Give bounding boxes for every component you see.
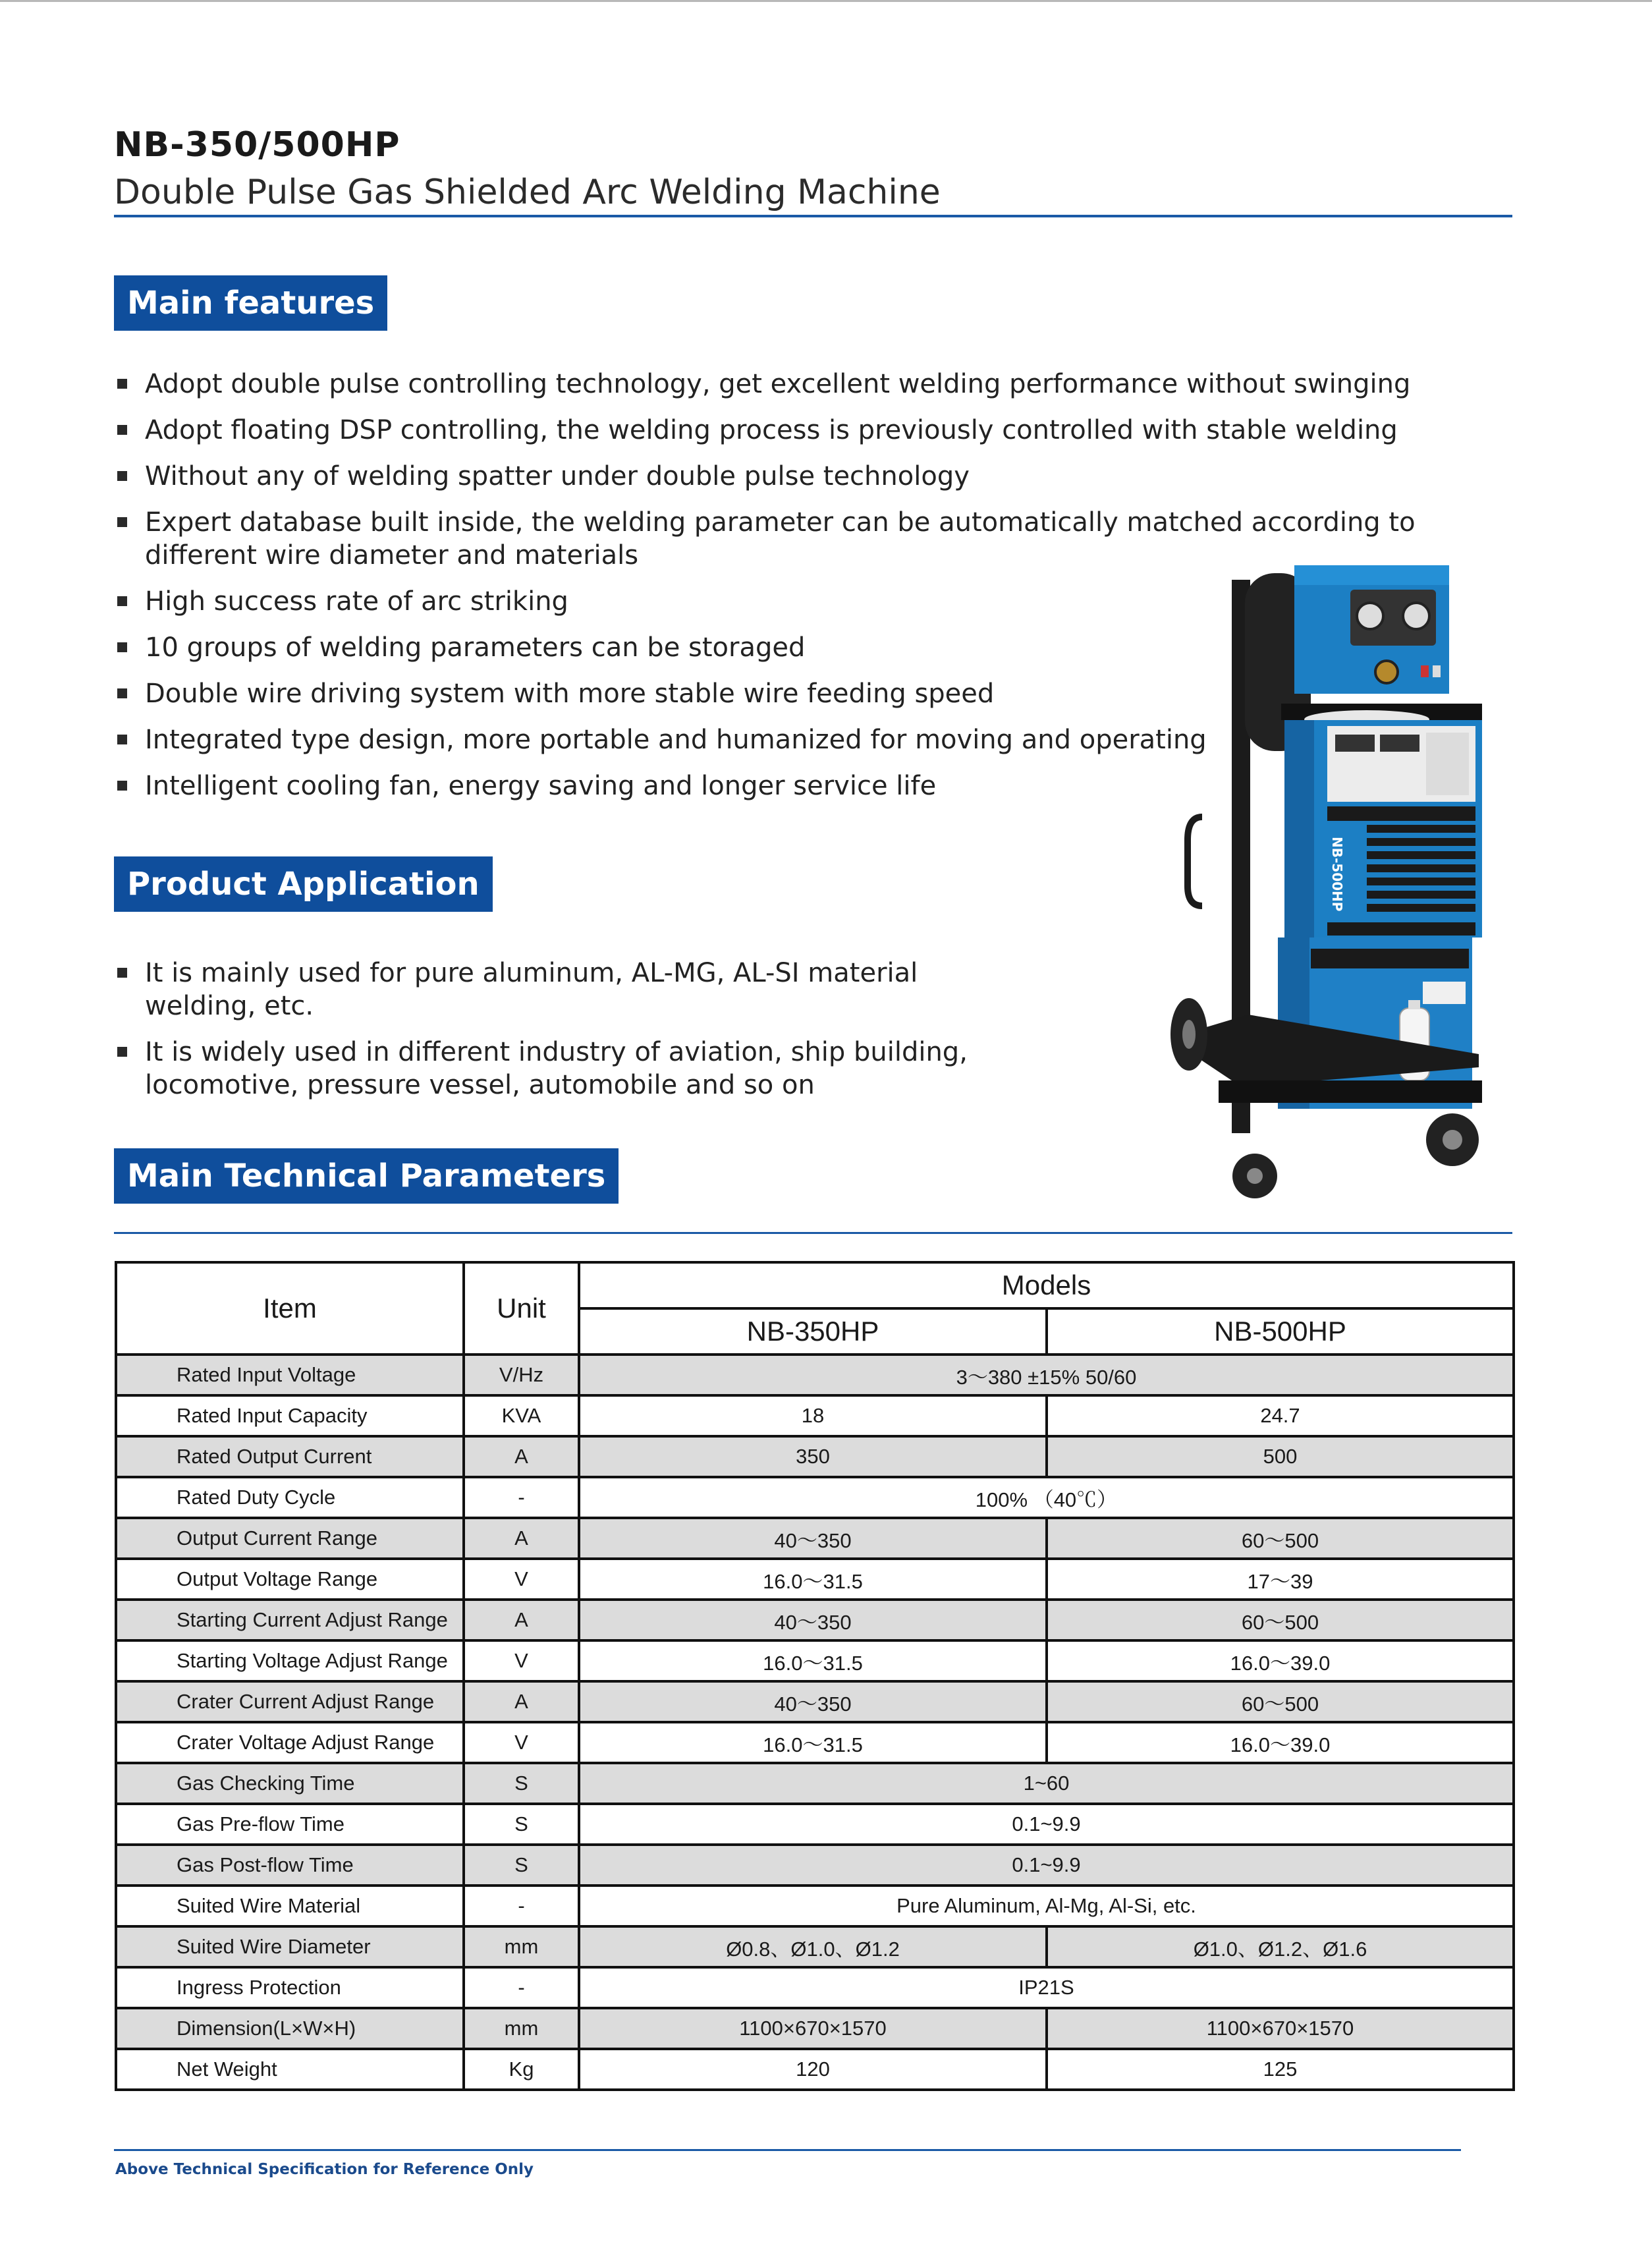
cell-unit: V (464, 1722, 579, 1763)
cell-item: Crater Current Adjust Range (116, 1681, 464, 1722)
cell-unit: V (464, 1559, 579, 1600)
bullet-text: It is widely used in different industry of aviation, ship building, locomotive, pressure vessel, automobile and so on (145, 1037, 968, 1100)
table-row (116, 1845, 1514, 1886)
cell-value-nb-500hp: 125 (1047, 2049, 1514, 2090)
welding-machine-image (1163, 560, 1489, 1212)
cell-item: Gas Checking Time (116, 1763, 464, 1804)
bullet-square-icon (117, 1047, 127, 1057)
bullet-item (114, 460, 1464, 493)
cell-item: Crater Voltage Adjust Range (116, 1722, 464, 1763)
cell-item: Suited Wire Material (116, 1886, 464, 1926)
cell-item: Starting Current Adjust Range (116, 1600, 464, 1640)
cell-unit: KVA (464, 1395, 579, 1436)
table-row (116, 1559, 1514, 1600)
bullet-text: Adopt floating DSP controlling, the welding process is previously controlled with stable welding (145, 415, 1398, 445)
cell-unit: A (464, 1600, 579, 1640)
cell-unit: mm (464, 2008, 579, 2049)
cell-item: Starting Voltage Adjust Range (116, 1640, 464, 1681)
cell-value-nb-350hp: 40～350 (579, 1600, 1047, 1640)
cell-unit: - (464, 1477, 579, 1518)
machine-panel-label: NB-500HP (1329, 837, 1345, 912)
technical-parameters-table (115, 1261, 1515, 2091)
cell-unit: A (464, 1518, 579, 1559)
cell-item: Rated Duty Cycle (116, 1477, 464, 1518)
footer-note: Above Technical Specification for Reference Only (115, 2161, 534, 2178)
cell-value-nb-350hp: 1100×670×1570 (579, 2008, 1047, 2049)
table-row (116, 1886, 1514, 1926)
bullet-square-icon (117, 517, 127, 527)
cell-value-shared: Pure Aluminum, Al-Mg, Al-Si, etc. (579, 1886, 1514, 1926)
cell-item: Rated Output Current (116, 1436, 464, 1477)
cell-value-shared: 0.1~9.9 (579, 1845, 1514, 1886)
cell-unit: Kg (464, 2049, 579, 2090)
cell-value-nb-500hp: 16.0～39.0 (1047, 1722, 1514, 1763)
cell-item: Output Voltage Range (116, 1559, 464, 1600)
table-row (116, 1722, 1514, 1763)
table-row (116, 2008, 1514, 2049)
bullet-square-icon (117, 596, 127, 606)
product-model-title: NB-350/500HP (114, 125, 400, 165)
table-row (116, 2049, 1514, 2090)
table-row (116, 1600, 1514, 1640)
cell-value-shared: 0.1~9.9 (579, 1804, 1514, 1845)
cell-value-nb-350hp: 350 (579, 1436, 1047, 1477)
cell-value-shared: IP21S (579, 1967, 1514, 2008)
cell-item: Ingress Protection (116, 1967, 464, 2008)
application-list (114, 957, 983, 1115)
cell-item: Net Weight (116, 2049, 464, 2090)
table-row (116, 1967, 1514, 2008)
cell-item: Suited Wire Diameter (116, 1926, 464, 1967)
bullet-square-icon (117, 735, 127, 744)
bullet-square-icon (117, 379, 127, 389)
section-heading-main-features: Main features (114, 275, 387, 331)
table-row (116, 1681, 1514, 1722)
bullet-text: Adopt double pulse controlling technology, get excellent welding performance without swinging (145, 369, 1411, 399)
cell-value-nb-350hp: 18 (579, 1395, 1047, 1436)
bullet-text: Expert database built inside, the welding parameter can be automatically matched according to different wire diameter and materials (145, 507, 1416, 571)
cell-value-nb-350hp: Ø0.8、Ø1.0、Ø1.2 (579, 1926, 1047, 1967)
bullet-square-icon (117, 781, 127, 791)
bullet-item (114, 957, 983, 1022)
cell-unit: S (464, 1763, 579, 1804)
header-model-nb-350hp: NB-350HP (579, 1308, 1047, 1355)
cell-value-nb-350hp: 16.0～31.5 (579, 1640, 1047, 1681)
cell-value-nb-500hp: 60～500 (1047, 1518, 1514, 1559)
cell-item: Rated Input Voltage (116, 1355, 464, 1395)
bullet-item (114, 414, 1464, 447)
product-subtitle: Double Pulse Gas Shielded Arc Welding Machine (114, 173, 941, 212)
cell-value-nb-500hp: 60～500 (1047, 1681, 1514, 1722)
table-row (116, 1395, 1514, 1436)
cell-value-nb-500hp: 1100×670×1570 (1047, 2008, 1514, 2049)
cell-unit: S (464, 1804, 579, 1845)
parameters-divider (114, 1232, 1512, 1234)
bullet-text: High success rate of arc striking (145, 586, 568, 617)
cell-value-nb-500hp: 16.0～39.0 (1047, 1640, 1514, 1681)
table-row (116, 1355, 1514, 1395)
cell-item: Dimension(L×W×H) (116, 2008, 464, 2049)
section-heading-main-technical-parameters: Main Technical Parameters (114, 1148, 619, 1204)
bullet-text: Intelligent cooling fan, energy saving and longer service life (145, 771, 937, 801)
cell-value-shared: 3～380 ±15% 50/60 (579, 1355, 1514, 1395)
cell-value-nb-350hp: 16.0～31.5 (579, 1559, 1047, 1600)
cell-item: Rated Input Capacity (116, 1395, 464, 1436)
cell-value-nb-350hp: 16.0～31.5 (579, 1722, 1047, 1763)
bullet-text: Double wire driving system with more stable wire feeding speed (145, 679, 995, 709)
cell-value-nb-500hp: Ø1.0、Ø1.2、Ø1.6 (1047, 1926, 1514, 1967)
table-row (116, 1640, 1514, 1681)
table-row (116, 1926, 1514, 1967)
bullet-square-icon (117, 471, 127, 481)
bullet-square-icon (117, 968, 127, 978)
bullet-text: It is mainly used for pure aluminum, AL-MG, AL-SI material welding, etc. (145, 958, 918, 1021)
title-divider (114, 215, 1512, 217)
cell-unit: S (464, 1845, 579, 1886)
bullet-square-icon (117, 642, 127, 652)
cell-item: Gas Pre-flow Time (116, 1804, 464, 1845)
cell-unit: V/Hz (464, 1355, 579, 1395)
cell-unit: - (464, 1886, 579, 1926)
cell-unit: A (464, 1681, 579, 1722)
cell-unit: mm (464, 1926, 579, 1967)
cell-value-nb-500hp: 60～500 (1047, 1600, 1514, 1640)
section-heading-product-application: Product Application (114, 856, 493, 912)
bullet-text: Without any of welding spatter under double pulse technology (145, 461, 970, 491)
cell-unit: V (464, 1640, 579, 1681)
cell-value-shared: 1~60 (579, 1763, 1514, 1804)
cell-value-nb-500hp: 500 (1047, 1436, 1514, 1477)
cell-value-nb-350hp: 40～350 (579, 1518, 1047, 1559)
table-row (116, 1763, 1514, 1804)
header-item: Item (116, 1262, 464, 1355)
bullet-text: Integrated type design, more portable and humanized for moving and operating (145, 725, 1207, 755)
table-row (116, 1477, 1514, 1518)
bullet-square-icon (117, 425, 127, 435)
cell-value-nb-500hp: 24.7 (1047, 1395, 1514, 1436)
cell-unit: A (464, 1436, 579, 1477)
bullet-text: 10 groups of welding parameters can be storaged (145, 632, 806, 663)
cell-value-nb-350hp: 40～350 (579, 1681, 1047, 1722)
cell-value-nb-500hp: 17～39 (1047, 1559, 1514, 1600)
bullet-item (114, 368, 1464, 401)
cell-item: Gas Post-flow Time (116, 1845, 464, 1886)
header-models: Models (579, 1262, 1514, 1308)
cell-value-nb-350hp: 120 (579, 2049, 1047, 2090)
table-row (116, 1804, 1514, 1845)
bullet-item (114, 1036, 983, 1102)
cell-item: Output Current Range (116, 1518, 464, 1559)
header-unit: Unit (464, 1262, 579, 1355)
cell-unit: - (464, 1967, 579, 2008)
top-border (0, 0, 1652, 2)
table-row (116, 1436, 1514, 1477)
header-model-nb-500hp: NB-500HP (1047, 1308, 1514, 1355)
table-row (116, 1518, 1514, 1559)
footer-divider (114, 2149, 1461, 2151)
bullet-square-icon (117, 688, 127, 698)
cell-value-shared: 100% （40℃） (579, 1477, 1514, 1518)
